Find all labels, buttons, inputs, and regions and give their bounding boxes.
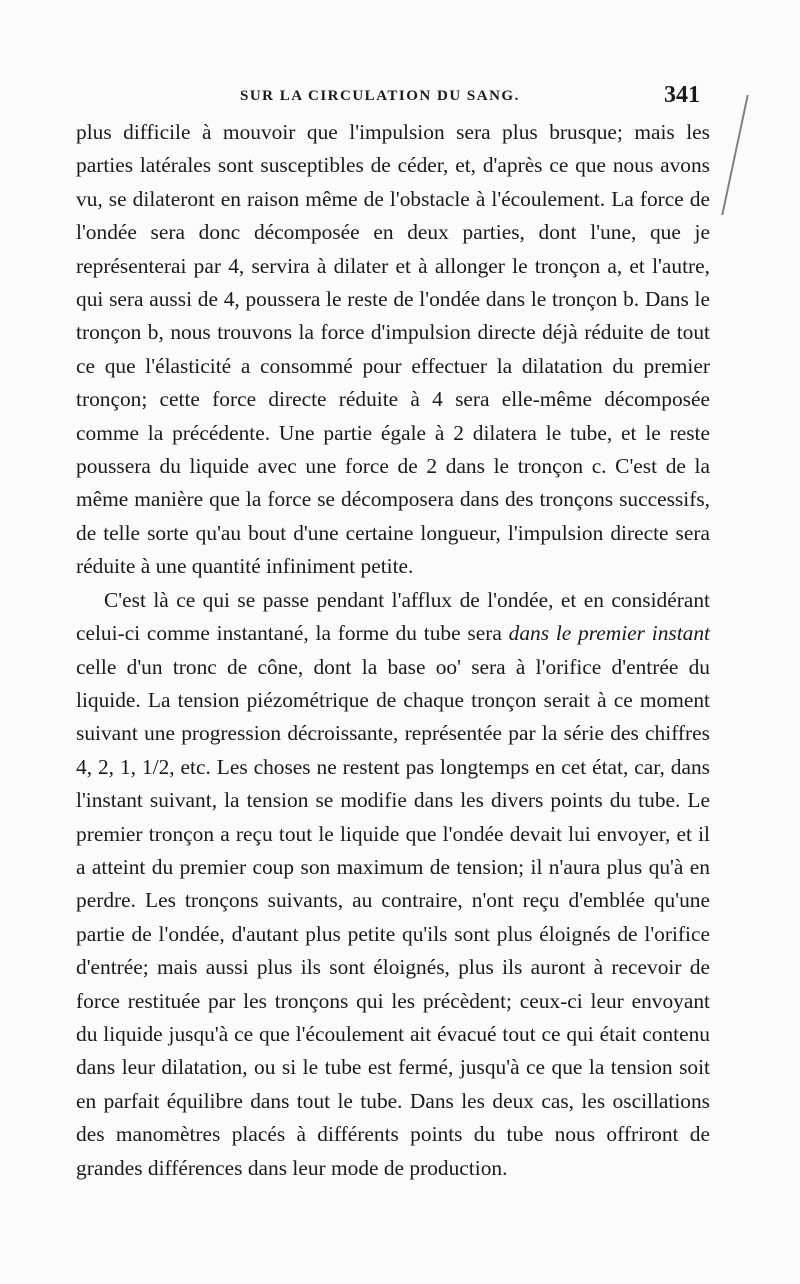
paragraph-2-part-2: celle d'un tronc de cône, dont la base oo' sera à l'orifice d'entrée du liquide. La tension piézométrique de chaque tronçon serait à ce moment suivant une progression décroissante, représentée par la série des chiffres 4, 2, 1, 1/2, etc. Les choses ne restent pas longtemps en cet état, car, dans l'instant suivant, la tension se modifie dans les divers points du tube. Le premier tronçon a reçu tout le liquide que l'ondée devait lui envoyer, et il a atteint du premier coup son maximum de tension; il n'aura plus qu'à en perdre. Les tronçons suivants, au contraire, n'ont reçu d'emblée qu'une partie de l'ondée, d'autant plus petite qu'ils sont plus éloignés de l'orifice d'entrée; mais aussi plus ils sont éloignés, plus ils auront à recevoir de force restituée par les tronçons qui les précèdent; ceux-ci leur envoyant du liquide jusqu'à ce que l'écoulement ait évacué tout ce qui était contenu dans leur dilatation, ou si le tube est fermé, jusqu'à ce que la tension soit en parfait équilibre dans tout le tube. Dans les deux cas, les oscillations des manomètres placés à différents points du tube nous offriront de grandes différences dans leur mode de production.: [76, 654, 710, 1180]
paragraph-2-part-1: C'est là ce qui se passe pendant l'afflux de l'ondée, et en considérant celui-ci comme instantané, la forme du tube sera: [76, 587, 710, 646]
running-title: SUR LA CIRCULATION DU SANG.: [240, 88, 520, 104]
paragraph-1: plus difficile à mouvoir que l'impulsion sera plus brusque; mais les parties latérales sont susceptibles de céder, et, d'après ce que nous avons vu, se dilateront en raison même de l'obstacle à l'écoulement. La force de l'ondée sera donc décomposée en deux parties, dont l'une, que je représenterai par 4, servira à dilater et à allonger le tronçon a, et l'autre, qui sera aussi de 4, poussera le reste de l'ondée dans le tronçon b. Dans le tronçon b, nous trouvons la force d'impulsion directe déjà réduite de tout ce que l'élasticité a consommé pour effectuer la dilatation du premier tronçon; cette force directe réduite à 4 sera elle-même décomposée comme la précédente. Une partie égale à 2 dilatera le tube, et le reste poussera du liquide avec une force de 2 dans le tronçon c. C'est de la même manière que la force se décomposera dans des tronçons successifs, de telle sorte qu'au bout d'une certaine longueur, l'impulsion directe sera réduite à une quantité infiniment petite.: [76, 120, 710, 579]
paragraph-2-italic: dans le premier instant: [508, 621, 711, 646]
page-number: 341: [664, 82, 700, 108]
margin-pencil-mark: [721, 95, 773, 215]
page-header: [100, 82, 700, 112]
body-text: [76, 116, 710, 1185]
paragraph-2: [76, 584, 710, 1185]
